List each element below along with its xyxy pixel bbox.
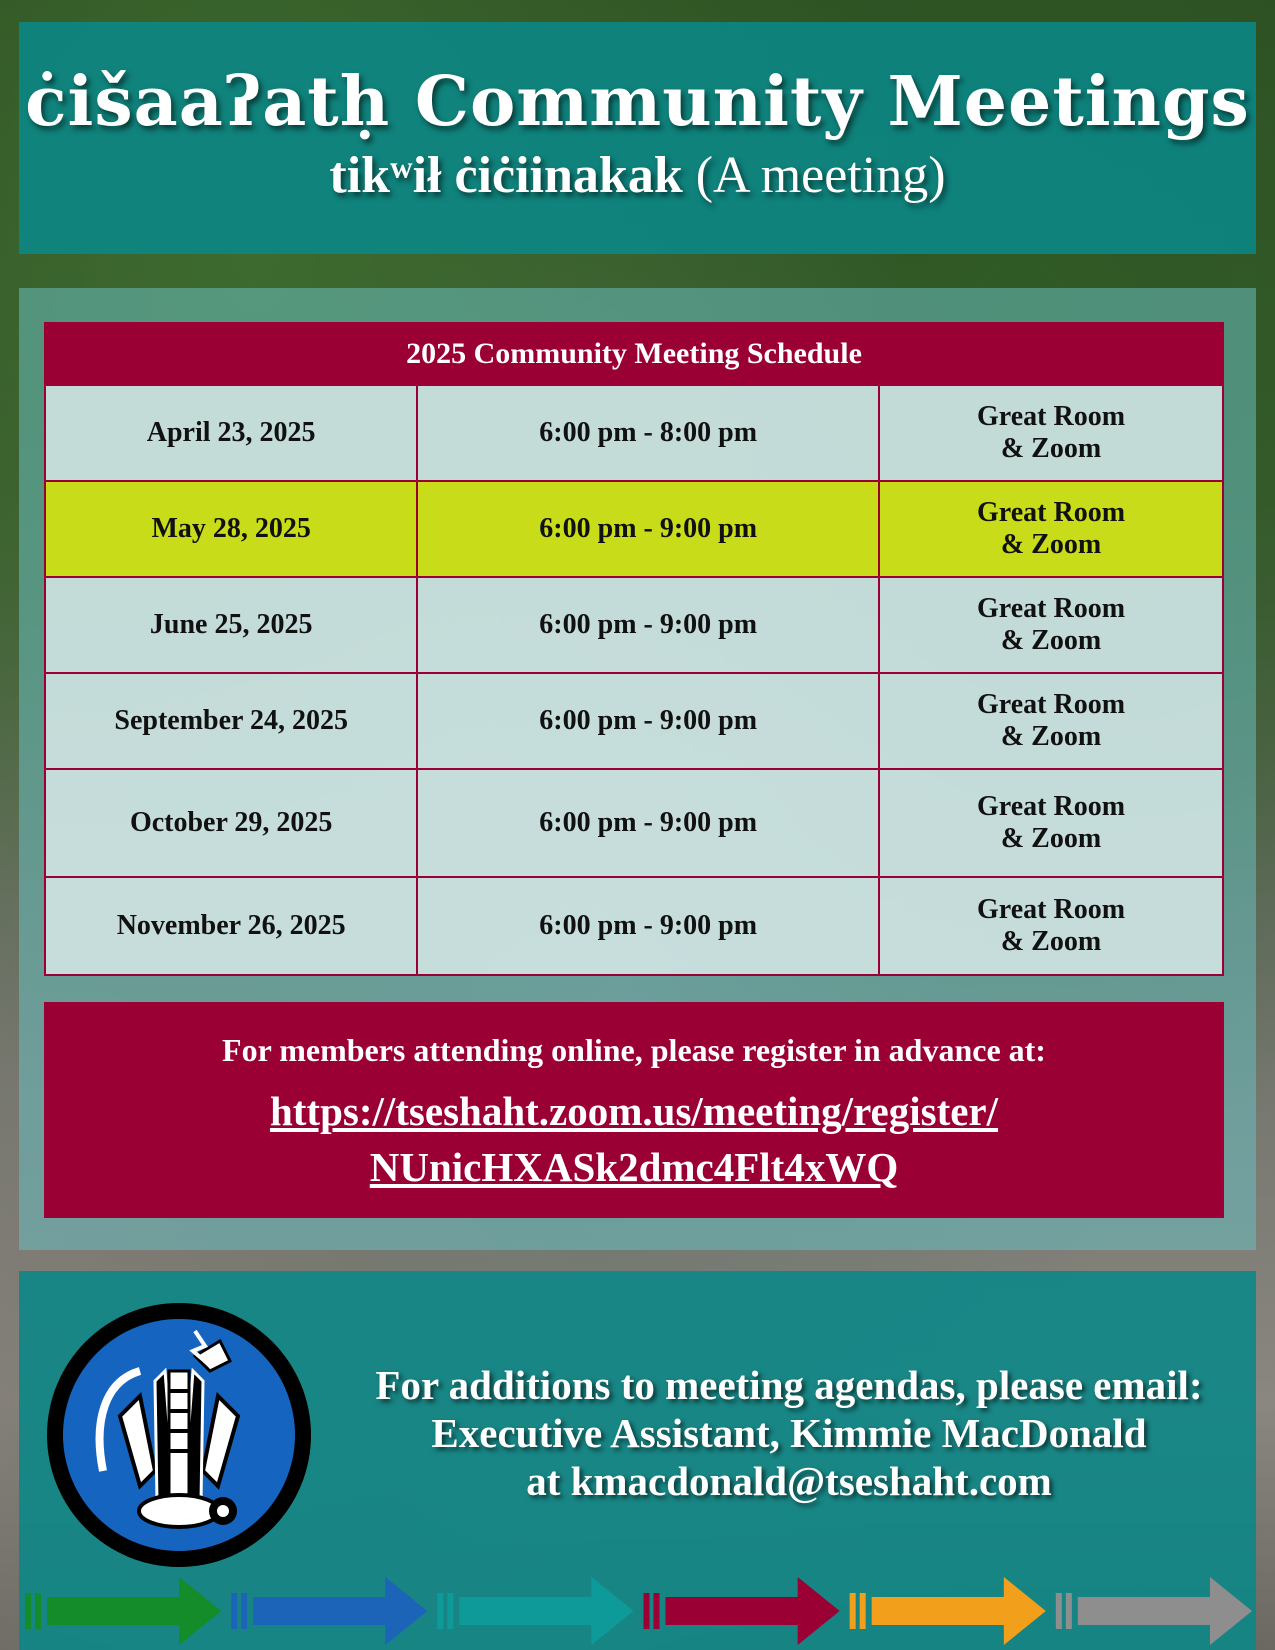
meeting-location: Great Room & Zoom (879, 385, 1223, 481)
arrow-tick (1056, 1593, 1062, 1629)
meeting-time: 6:00 pm - 9:00 pm (417, 769, 879, 877)
contact-line: Executive Assistant, Kimmie MacDonald (431, 1410, 1147, 1456)
table-row (45, 577, 1223, 673)
arrow-shape (253, 1577, 427, 1645)
table-row (45, 877, 1223, 975)
meeting-location: Great Room & Zoom (879, 577, 1223, 673)
registration-box (44, 1002, 1224, 1218)
table-row (45, 769, 1223, 877)
arrow-shape (872, 1577, 1046, 1645)
contact-info (329, 1361, 1249, 1505)
table-row-highlighted (45, 481, 1223, 577)
meeting-date: May 28, 2025 (45, 481, 417, 577)
meeting-location: Great Room & Zoom (879, 769, 1223, 877)
arrow-tick (25, 1593, 31, 1629)
page-subtitle (19, 146, 1256, 205)
meeting-date: October 29, 2025 (45, 769, 417, 877)
meeting-location: Great Room & Zoom (879, 877, 1223, 975)
arrow-tick (860, 1593, 866, 1629)
meeting-time: 6:00 pm - 8:00 pm (417, 385, 879, 481)
schedule-heading: 2025 Community Meeting Schedule (45, 323, 1223, 385)
arrow-tick (850, 1593, 856, 1629)
arrow-shape (47, 1577, 221, 1645)
subtitle-native: tikʷił ċiċiinakak (329, 147, 683, 204)
meeting-location: Great Room & Zoom (879, 481, 1223, 577)
arrow-shape (666, 1577, 840, 1645)
meeting-time: 6:00 pm - 9:00 pm (417, 673, 879, 769)
schedule-panel (19, 288, 1256, 1250)
footer-panel (19, 1271, 1256, 1650)
contact-line: For additions to meeting agendas, please email: (375, 1362, 1203, 1408)
meeting-time: 6:00 pm - 9:00 pm (417, 877, 879, 975)
table-row (45, 673, 1223, 769)
meeting-date: June 25, 2025 (45, 577, 417, 673)
arrow-tick (35, 1593, 41, 1629)
schedule-table (44, 322, 1224, 976)
arrow-shape (459, 1577, 633, 1645)
thunderbird-logo-icon (45, 1301, 313, 1569)
meeting-time: 6:00 pm - 9:00 pm (417, 481, 879, 577)
meeting-location: Great Room & Zoom (879, 673, 1223, 769)
meeting-date: September 24, 2025 (45, 673, 417, 769)
contact-email[interactable]: at kmacdonald@tseshaht.com (526, 1458, 1052, 1504)
meeting-date: April 23, 2025 (45, 385, 417, 481)
page-title: ċišaaʔatḥ Community Meetings (25, 62, 1250, 142)
arrow-tick (654, 1593, 660, 1629)
arrow-band (19, 1571, 1256, 1650)
meeting-time: 6:00 pm - 9:00 pm (417, 577, 879, 673)
registration-link[interactable]: https://tseshaht.zoom.us/meeting/register/ NUnicHXASk2dmc4Flt4xWQ (269, 1088, 999, 1190)
arrow-tick (447, 1593, 453, 1629)
arrow-tick (231, 1593, 237, 1629)
meeting-date: November 26, 2025 (45, 877, 417, 975)
registration-intro: For members attending online, please register in advance at: (222, 1032, 1046, 1068)
table-row (45, 385, 1223, 481)
arrow-tick (1066, 1593, 1072, 1629)
arrow-shape (1078, 1577, 1252, 1645)
arrow-tick (241, 1593, 247, 1629)
subtitle-translation: (A meeting) (695, 147, 946, 204)
arrow-tick (437, 1593, 443, 1629)
arrow-tick (644, 1593, 650, 1629)
header-banner (19, 22, 1256, 254)
